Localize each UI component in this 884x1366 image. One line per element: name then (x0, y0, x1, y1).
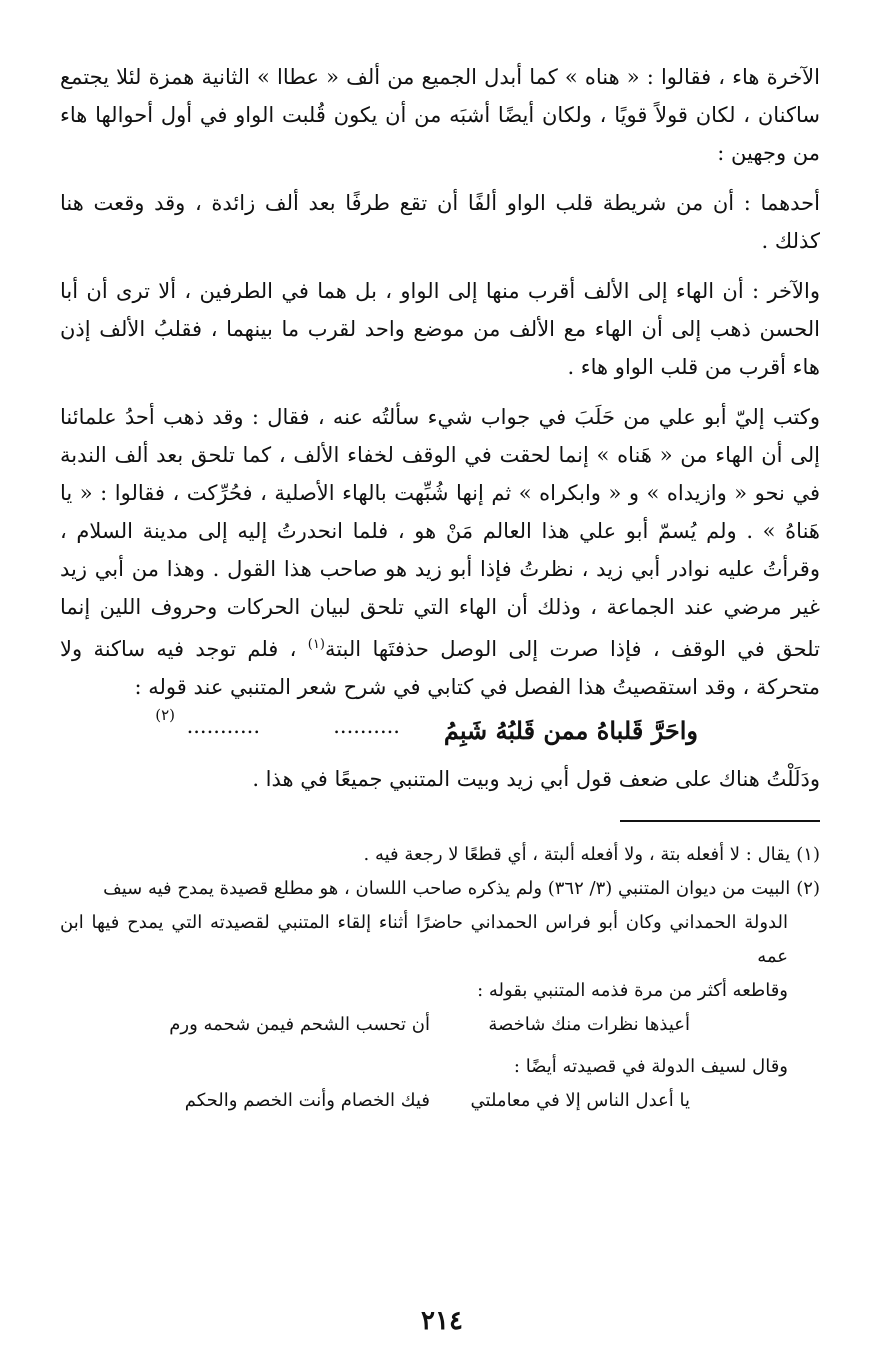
verse-quote (60, 706, 820, 758)
footnote-2-text: البيت من ديوان المتنبي (٣/ ٣٦٢) ولم يذكره صاحب اللسان ، هو مطلع قصيدة يمدح فيه سيف (103, 878, 791, 899)
footnote-2-continuation-3: وقال لسيف الدولة في قصيدته أيضًا : (513, 1056, 788, 1077)
verse-ellipsis-1: .......... (333, 714, 400, 738)
footnote-couplet-1 (60, 1008, 820, 1050)
footnote-couplet-2 (60, 1084, 820, 1126)
footnote-1-number: (١) (796, 844, 820, 865)
footnote-marker-1: (١) (307, 637, 325, 652)
paragraph-4-tail: ، فلم توجد فيه ساكنة ولا متحركة ، وقد استقصيتُ هذا الفصل في كتابي في شرح شعر المتنبي عند قوله : (60, 637, 820, 699)
footnote-1 (60, 838, 820, 872)
footnote-2 (60, 872, 820, 906)
footnote-divider (620, 820, 820, 822)
footnotes (60, 838, 820, 1126)
page-number: ٢١٤ (421, 1306, 463, 1336)
paragraph-4-main: وكتب إليّ أبو علي من حَلَبَ في جواب شيء سألتُه عنه ، فقال : وقد ذهب أحدُ علمائنا إلى أن الهاء من « هَناه » إنما لحقت في الوقف لخفاء الألف ، كما تلحق بعد ألف الندبة في نحو « وازيداه » و « وابكراه » ثم إنها شُبِّهت بالهاء الأصلية ، فحُرِّكت ، فقالوا : « يا هَناهُ » . ولم يُسمّ أبو علي هذا العالم مَنْ هو ، فلما انحدرتُ إليه إلى مدينة السلام ، وقرأتُ عليه نوادر أبي زيد ، نظرتُ فإذا أبو زيد هو صاحب هذا القول . وهذا من أبي زيد غير مرضي عند الجماعة ، وذلك أن الهاء التي تلحق لبيان الحركات وحروف اللين إنما تلحق في الوقف ، فإذا صرت إلى الوصل حذفتَها البتة (60, 405, 820, 661)
paragraph-3: والآخر : أن الهاء إلى الألف أقرب منها إلى الواو ، بل هما في الطرفين ، ألا ترى أن أبا الحسن ذهب إلى أن الهاء مع الألف من موضع واحد لقرب ما بينهما ، فقلبُ الألف إذن هاء أقرب من قلب الواو هاء . (60, 279, 820, 379)
footnote-2-continuation-1: الدولة الحمداني وكان أبو فراس الحمداني حاضرًا أثناء إلقاء المتنبي لقصيدته التي يمدح فيها ابن عمه (60, 912, 788, 967)
footnote-2-number: (٢) (796, 878, 820, 899)
footnote-1-text: يقال : لا أفعله بتة ، ولا أفعله ألبتة ، أي قطعًا لا رجعة فيه . (363, 844, 791, 865)
paragraph-5: ودَلَلْتُ هناك على ضعف قول أبي زيد وبيت المتنبي جميعًا في هذا . (252, 767, 820, 791)
couplet-2-second-half: فيك الخصام وأنت الخصم والحكم (184, 1090, 430, 1111)
paragraph-2: أحدهما : أن من شريطة قلب الواو ألفًا أن تقع طرفًا بعد ألف زائدة ، وقد وقعت هنا كذلك . (60, 191, 820, 253)
paragraph-1: الآخرة هاء ، فقالوا : « هناه » كما أبدل الجميع من ألف « عطاا » الثانية همزة لئلا يجتمع ساكنان ، لكان قولاً قويًا ، ولكان أيضًا أشبَه من أن يكون قُلبت الواو في أول أحوالها هاء من وجهين : (60, 65, 820, 165)
page-body (60, 58, 820, 1126)
footnote-2-continuation-2: وقاطعه أكثر من مرة فذمه المتنبي بقوله : (477, 980, 788, 1001)
couplet-2-first-half: يا أعدل الناس إلا في معاملتي (470, 1090, 690, 1111)
verse-hemistich: واحَرَّ قَلباهُ ممن قَلبُهُ شَبِمُ (443, 716, 698, 745)
couplet-1-second-half: أن تحسب الشحم فيمن شحمه ورم (169, 1014, 430, 1035)
paragraph-4 (60, 398, 820, 706)
verse-ellipsis-2: ........... (186, 714, 260, 738)
couplet-1-first-half: أعيذها نظرات منك شاخصة (488, 1014, 690, 1035)
footnote-marker-2: (٢) (155, 706, 175, 724)
